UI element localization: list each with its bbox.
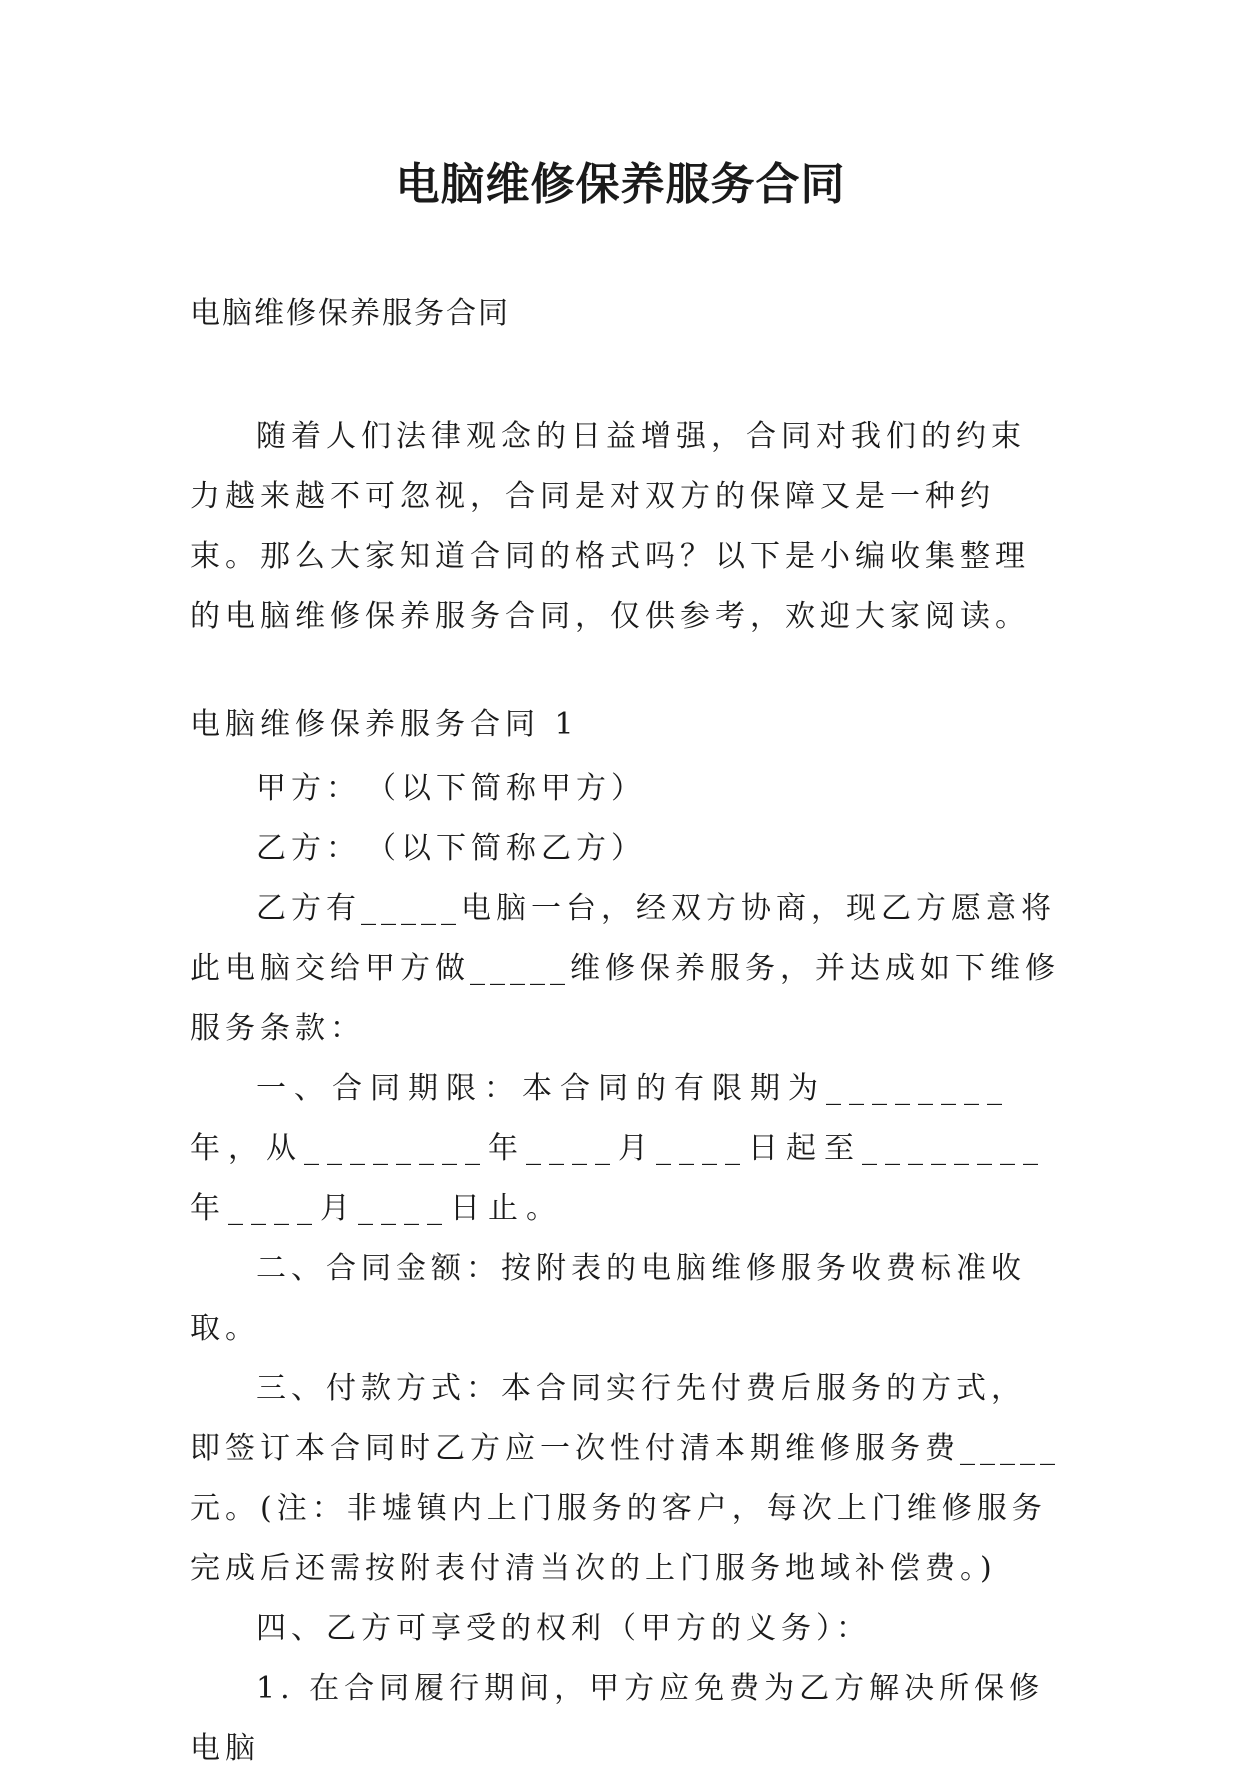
document-title: 电脑维修保养服务合同 (395, 159, 846, 210)
party-b-line: 乙方： （以下简称乙方） (256, 831, 646, 866)
clause-3-payment: 三、付款方式：本合同实行先付费后服务的方式，即签订本合同时乙方应一次性付清本期维修服务费_____元。(注：非墟镇内上门服务的客户，每次上门维修服务完成后还需按附表付清当次的上门服务地域补偿费。) (190, 1371, 1060, 1586)
intro-paragraph: 随着人们法律观念的日益增强，合同对我们的约束力越来越不可忽视，合同是对双方的保障又是一种约束。那么大家知道合同的格式吗？以下是小编收集整理的电脑维修保养服务合同，仅供参考，欢迎大家阅读。 (190, 419, 1030, 634)
clause-2-amount: 二、合同金额：按附表的电脑维修服务收费标准收取。 (190, 1251, 1026, 1346)
section-heading: 电脑维修保养服务合同 1 (190, 707, 579, 742)
party-a-line: 甲方： （以下简称甲方） (256, 771, 646, 806)
clause-1-term: 一、合同期限：本合同的有限期为________年，从________年____月____日起至________年____月____日止。 (190, 1071, 1046, 1226)
preamble-paragraph: 乙方有_____电脑一台，经双方协商，现乙方愿意将此电脑交给甲方做_____维修保养服务，并达成如下维修服务条款： (190, 891, 1060, 1046)
document-subtitle: 电脑维修保养服务合同 (190, 296, 510, 331)
clause-4-rights: 四、乙方可享受的权利（甲方的义务）： (256, 1611, 871, 1646)
clause-4-item-1: 1. 在合同履行期间，甲方应免费为乙方解决所保修电脑 (190, 1671, 1045, 1766)
contract-body (190, 701, 1060, 1779)
